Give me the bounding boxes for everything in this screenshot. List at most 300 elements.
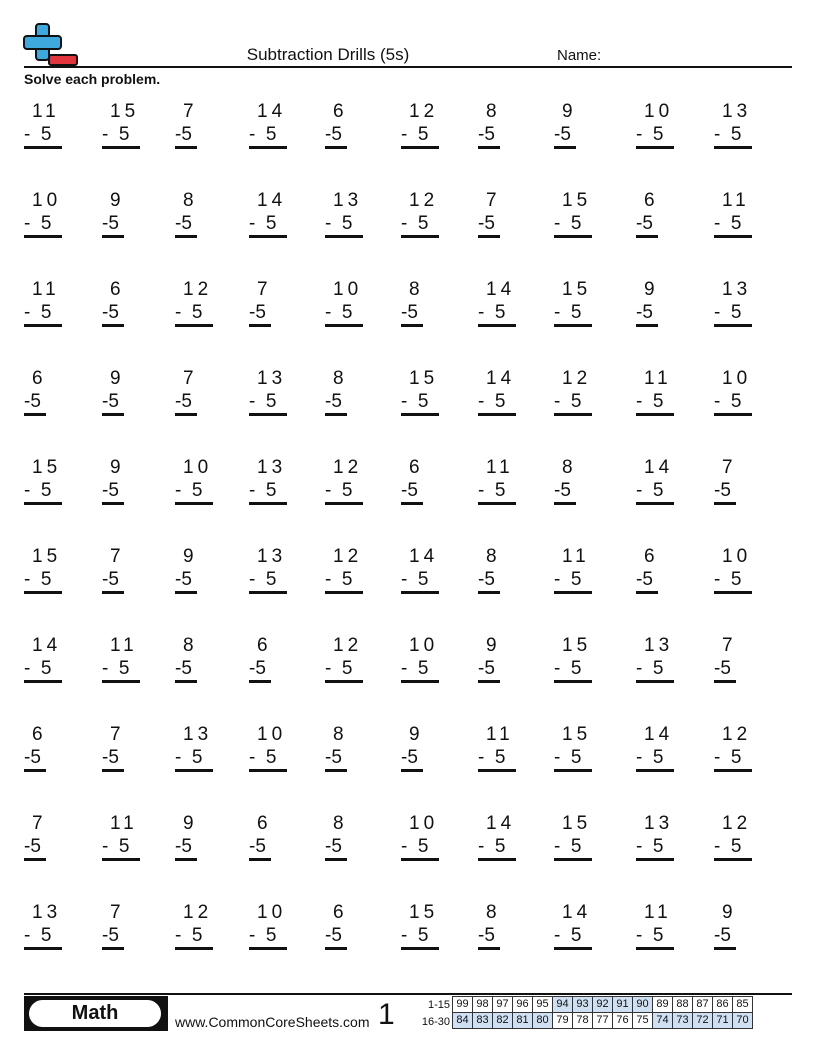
- answer-line: [401, 769, 423, 772]
- answer-line: [102, 858, 140, 861]
- subtrahend: - 5: [325, 302, 353, 323]
- subtrahend: -5: [325, 925, 342, 946]
- subtrahend: - 5: [24, 925, 52, 946]
- subtrahend: - 5: [714, 747, 742, 768]
- minuend: 14: [644, 724, 674, 745]
- problem: [478, 724, 518, 776]
- score-key-cell: 96: [513, 997, 533, 1013]
- problem: [714, 635, 754, 687]
- subtrahend: - 5: [249, 747, 277, 768]
- subtrahend: - 5: [175, 925, 203, 946]
- subtrahend: -5: [102, 747, 119, 768]
- subtrahend: - 5: [554, 302, 582, 323]
- score-key-row: [453, 1013, 753, 1029]
- subtrahend: - 5: [554, 836, 582, 857]
- answer-line: [401, 413, 439, 416]
- subtrahend: -5: [401, 302, 418, 323]
- problem: [714, 101, 754, 153]
- answer-line: [478, 413, 516, 416]
- minuend: 10: [183, 457, 213, 478]
- problem: [249, 457, 289, 509]
- problem: [175, 457, 215, 509]
- subtrahend: - 5: [325, 658, 353, 679]
- answer-line: [24, 146, 62, 149]
- answer-line: [102, 324, 124, 327]
- answer-line: [478, 858, 516, 861]
- answer-line: [175, 680, 197, 683]
- minuend: 11: [32, 279, 60, 300]
- minuend: 12: [333, 546, 363, 567]
- problem: [714, 368, 754, 420]
- answer-line: [175, 324, 213, 327]
- minuend: 12: [562, 368, 592, 389]
- problem: [554, 368, 594, 420]
- answer-line: [714, 146, 752, 149]
- score-key-cell: 86: [713, 997, 733, 1013]
- subtrahend: - 5: [554, 569, 582, 590]
- minuend: 15: [562, 190, 592, 211]
- answer-line: [554, 502, 576, 505]
- answer-line: [636, 591, 658, 594]
- problem: [478, 635, 518, 687]
- minuend: 6: [257, 635, 272, 656]
- subtrahend: -5: [175, 836, 192, 857]
- problem: [102, 813, 142, 865]
- site-url: www.CommonCoreSheets.com: [175, 1014, 370, 1030]
- answer-line: [175, 858, 197, 861]
- minuend: 14: [486, 813, 516, 834]
- problem: [714, 279, 754, 331]
- minuend: 13: [257, 457, 287, 478]
- problem: [554, 190, 594, 242]
- problem: [249, 635, 289, 687]
- problem: [714, 724, 754, 776]
- score-key-cell: 73: [673, 1013, 693, 1029]
- answer-line: [401, 858, 439, 861]
- minuend: 15: [32, 457, 62, 478]
- problem: [24, 635, 64, 687]
- minuend: 15: [562, 279, 592, 300]
- answer-line: [249, 235, 287, 238]
- minuend: 7: [183, 101, 198, 122]
- answer-line: [325, 591, 363, 594]
- subtrahend: -5: [175, 213, 192, 234]
- minuend: 11: [722, 190, 750, 211]
- subtrahend: -5: [175, 391, 192, 412]
- answer-line: [401, 502, 423, 505]
- answer-line: [714, 591, 752, 594]
- score-key-cell: 99: [453, 997, 473, 1013]
- minuend: 15: [562, 813, 592, 834]
- problem: [102, 724, 142, 776]
- answer-line: [478, 947, 500, 950]
- problem: [478, 368, 518, 420]
- subtrahend: - 5: [249, 925, 277, 946]
- minuend: 15: [110, 101, 140, 122]
- minuend: 6: [32, 368, 47, 389]
- subtrahend: -5: [478, 124, 495, 145]
- problem: [249, 368, 289, 420]
- answer-line: [249, 502, 287, 505]
- subtrahend: - 5: [249, 124, 277, 145]
- answer-line: [714, 502, 736, 505]
- subtrahend: - 5: [714, 391, 742, 412]
- problem: [401, 813, 441, 865]
- minuend: 10: [409, 813, 439, 834]
- minuend: 15: [562, 724, 592, 745]
- score-key-row: [453, 997, 753, 1013]
- subtrahend: - 5: [249, 569, 277, 590]
- minuend: 7: [257, 279, 272, 300]
- minuend: 6: [333, 902, 348, 923]
- answer-line: [554, 858, 592, 861]
- problem: [325, 457, 365, 509]
- answer-line: [175, 235, 197, 238]
- problem: [478, 813, 518, 865]
- minuend: 11: [644, 368, 672, 389]
- answer-line: [636, 858, 674, 861]
- score-key-cell: 72: [693, 1013, 713, 1029]
- subtrahend: - 5: [102, 124, 130, 145]
- problem: [175, 101, 215, 153]
- answer-line: [24, 591, 62, 594]
- score-key-cell: 70: [733, 1013, 753, 1029]
- minuend: 14: [257, 101, 287, 122]
- answer-line: [636, 235, 658, 238]
- problem: [401, 279, 441, 331]
- subtrahend: - 5: [478, 480, 506, 501]
- problem: [249, 546, 289, 598]
- answer-line: [401, 947, 439, 950]
- minuend: 9: [183, 813, 198, 834]
- minuend: 10: [333, 279, 363, 300]
- score-key-cell: 78: [573, 1013, 593, 1029]
- problem: [401, 457, 441, 509]
- score-key-cell: 76: [613, 1013, 633, 1029]
- subtrahend: -5: [478, 925, 495, 946]
- answer-line: [325, 324, 363, 327]
- answer-line: [249, 324, 271, 327]
- answer-line: [636, 769, 674, 772]
- problem: [24, 813, 64, 865]
- subtrahend: - 5: [714, 124, 742, 145]
- answer-line: [24, 502, 62, 505]
- problem: [102, 101, 142, 153]
- minuend: 6: [644, 546, 659, 567]
- answer-line: [554, 146, 576, 149]
- problem: [249, 724, 289, 776]
- answer-line: [714, 324, 752, 327]
- answer-line: [636, 146, 674, 149]
- answer-line: [249, 591, 287, 594]
- subtrahend: - 5: [401, 391, 429, 412]
- minuend: 13: [32, 902, 62, 923]
- problem: [636, 457, 676, 509]
- subtrahend: - 5: [714, 213, 742, 234]
- problem: [554, 457, 594, 509]
- minuend: 13: [257, 368, 287, 389]
- subtrahend: -5: [325, 747, 342, 768]
- minuend: 15: [409, 902, 439, 923]
- problem: [714, 457, 754, 509]
- answer-line: [478, 235, 500, 238]
- problem: [401, 902, 441, 954]
- minuend: 14: [257, 190, 287, 211]
- problem: [24, 368, 64, 420]
- answer-line: [636, 324, 658, 327]
- subtrahend: - 5: [175, 480, 203, 501]
- problem: [478, 101, 518, 153]
- subtrahend: -5: [102, 480, 119, 501]
- subtrahend: - 5: [102, 658, 130, 679]
- minuend: 15: [409, 368, 439, 389]
- subtrahend: - 5: [175, 302, 203, 323]
- subtrahend: - 5: [24, 213, 52, 234]
- subtrahend: -5: [325, 124, 342, 145]
- subtrahend: -5: [102, 569, 119, 590]
- answer-line: [636, 680, 674, 683]
- minuend: 14: [486, 368, 516, 389]
- score-key-cell: 95: [533, 997, 553, 1013]
- subtrahend: - 5: [554, 925, 582, 946]
- answer-line: [401, 235, 439, 238]
- problem: [102, 190, 142, 242]
- problem: [636, 546, 676, 598]
- subtrahend: - 5: [636, 124, 664, 145]
- problem: [554, 101, 594, 153]
- answer-line: [175, 947, 213, 950]
- subtrahend: - 5: [636, 925, 664, 946]
- answer-line: [325, 769, 347, 772]
- minuend: 8: [486, 546, 501, 567]
- subtrahend: - 5: [401, 569, 429, 590]
- score-key-label-2: 16-30: [421, 1016, 450, 1028]
- answer-line: [714, 680, 736, 683]
- minuend: 11: [110, 813, 138, 834]
- problem: [636, 813, 676, 865]
- subtrahend: -5: [175, 569, 192, 590]
- minuend: 7: [32, 813, 47, 834]
- problem: [249, 279, 289, 331]
- answer-line: [478, 502, 516, 505]
- answer-line: [102, 235, 124, 238]
- minuend: 13: [257, 546, 287, 567]
- subtrahend: - 5: [636, 658, 664, 679]
- answer-line: [636, 502, 674, 505]
- minuend: 15: [32, 546, 62, 567]
- subtrahend: - 5: [24, 480, 52, 501]
- subtrahend: - 5: [478, 302, 506, 323]
- problem: [401, 368, 441, 420]
- answer-line: [554, 680, 592, 683]
- problem: [401, 635, 441, 687]
- minuend: 11: [486, 724, 514, 745]
- minuend: 8: [562, 457, 577, 478]
- problem: [714, 546, 754, 598]
- subtrahend: - 5: [401, 658, 429, 679]
- score-key-table: [452, 996, 753, 1029]
- page-title: Subtraction Drills (5s): [246, 45, 410, 64]
- answer-line: [24, 324, 62, 327]
- score-key-labels: [414, 997, 450, 1031]
- subtrahend: -5: [325, 836, 342, 857]
- minuend: 8: [333, 813, 348, 834]
- answer-line: [714, 769, 752, 772]
- problem: [325, 368, 365, 420]
- minuend: 12: [183, 902, 213, 923]
- problem: [102, 368, 142, 420]
- subtrahend: -5: [102, 925, 119, 946]
- problem: [325, 724, 365, 776]
- subtrahend: -5: [714, 658, 731, 679]
- problem: [175, 279, 215, 331]
- subtrahend: -5: [102, 302, 119, 323]
- problem: [636, 190, 676, 242]
- problem: [175, 813, 215, 865]
- answer-line: [478, 769, 516, 772]
- score-key-cell: 81: [513, 1013, 533, 1029]
- minuend: 13: [722, 279, 752, 300]
- problem: [636, 902, 676, 954]
- problem: [554, 724, 594, 776]
- answer-line: [714, 858, 752, 861]
- problem: [102, 546, 142, 598]
- minuend: 8: [333, 724, 348, 745]
- answer-line: [175, 591, 197, 594]
- problem: [175, 635, 215, 687]
- minuend: 11: [32, 101, 60, 122]
- subtrahend: -5: [478, 658, 495, 679]
- problem: [478, 546, 518, 598]
- answer-line: [401, 680, 439, 683]
- problem: [249, 902, 289, 954]
- score-key-cell: 93: [573, 997, 593, 1013]
- subtrahend: - 5: [714, 302, 742, 323]
- problem: [478, 279, 518, 331]
- subtrahend: - 5: [401, 213, 429, 234]
- problem: [24, 190, 64, 242]
- subtrahend: - 5: [636, 391, 664, 412]
- subtrahend: - 5: [478, 747, 506, 768]
- problem: [325, 635, 365, 687]
- minuend: 13: [722, 101, 752, 122]
- name-label: Name:: [557, 47, 602, 64]
- subject-label: Math: [29, 1000, 161, 1027]
- minuend: 8: [409, 279, 424, 300]
- subtrahend: - 5: [24, 124, 52, 145]
- answer-line: [102, 591, 124, 594]
- problem: [554, 813, 594, 865]
- problem: [478, 902, 518, 954]
- minuend: 9: [110, 190, 125, 211]
- answer-line: [24, 680, 62, 683]
- problem: [325, 279, 365, 331]
- score-key-cell: 94: [553, 997, 573, 1013]
- minuend: 10: [32, 190, 62, 211]
- problem: [636, 724, 676, 776]
- answer-line: [325, 502, 363, 505]
- minuend: 12: [183, 279, 213, 300]
- score-key-cell: 89: [653, 997, 673, 1013]
- minuend: 9: [644, 279, 659, 300]
- answer-line: [175, 502, 213, 505]
- problem: [401, 101, 441, 153]
- minuend: 7: [486, 190, 501, 211]
- answer-line: [401, 146, 439, 149]
- subtrahend: - 5: [636, 480, 664, 501]
- page-number: 1: [378, 998, 395, 1031]
- answer-line: [102, 413, 124, 416]
- minuend: 6: [333, 101, 348, 122]
- answer-line: [24, 858, 46, 861]
- header-rule: [24, 66, 792, 68]
- answer-line: [554, 324, 592, 327]
- subtrahend: -5: [102, 213, 119, 234]
- problem: [554, 902, 594, 954]
- minuend: 10: [722, 546, 752, 567]
- answer-line: [102, 947, 124, 950]
- subtrahend: - 5: [249, 391, 277, 412]
- minuend: 10: [722, 368, 752, 389]
- subtrahend: -5: [102, 391, 119, 412]
- subtrahend: - 5: [102, 836, 130, 857]
- minuend: 7: [722, 635, 737, 656]
- minuend: 9: [183, 546, 198, 567]
- problem: [249, 813, 289, 865]
- minuend: 8: [333, 368, 348, 389]
- answer-line: [401, 324, 423, 327]
- minuend: 7: [110, 546, 125, 567]
- minuend: 10: [257, 724, 287, 745]
- problem: [636, 101, 676, 153]
- problem: [24, 902, 64, 954]
- score-key-cell: 80: [533, 1013, 553, 1029]
- subtrahend: -5: [325, 391, 342, 412]
- subtrahend: -5: [478, 569, 495, 590]
- minuend: 7: [183, 368, 198, 389]
- minuend: 12: [409, 190, 439, 211]
- answer-line: [554, 591, 592, 594]
- minuend: 11: [562, 546, 590, 567]
- minuend: 7: [110, 724, 125, 745]
- minuend: 7: [110, 902, 125, 923]
- answer-line: [249, 858, 271, 861]
- answer-line: [714, 413, 752, 416]
- problem: [102, 635, 142, 687]
- subtrahend: -5: [478, 213, 495, 234]
- answer-line: [249, 146, 287, 149]
- problem: [175, 190, 215, 242]
- subtrahend: -5: [636, 213, 653, 234]
- problem: [554, 279, 594, 331]
- answer-line: [24, 413, 46, 416]
- answer-line: [636, 413, 674, 416]
- score-key-cell: 84: [453, 1013, 473, 1029]
- answer-line: [24, 947, 62, 950]
- subtrahend: - 5: [636, 836, 664, 857]
- subtrahend: - 5: [554, 391, 582, 412]
- problem: [24, 279, 64, 331]
- subtrahend: -5: [636, 569, 653, 590]
- problem: [636, 368, 676, 420]
- score-key-cell: 71: [713, 1013, 733, 1029]
- minuend: 11: [486, 457, 514, 478]
- answer-line: [636, 947, 674, 950]
- subtrahend: -5: [401, 747, 418, 768]
- subtrahend: -5: [175, 658, 192, 679]
- problem: [249, 190, 289, 242]
- problem: [325, 902, 365, 954]
